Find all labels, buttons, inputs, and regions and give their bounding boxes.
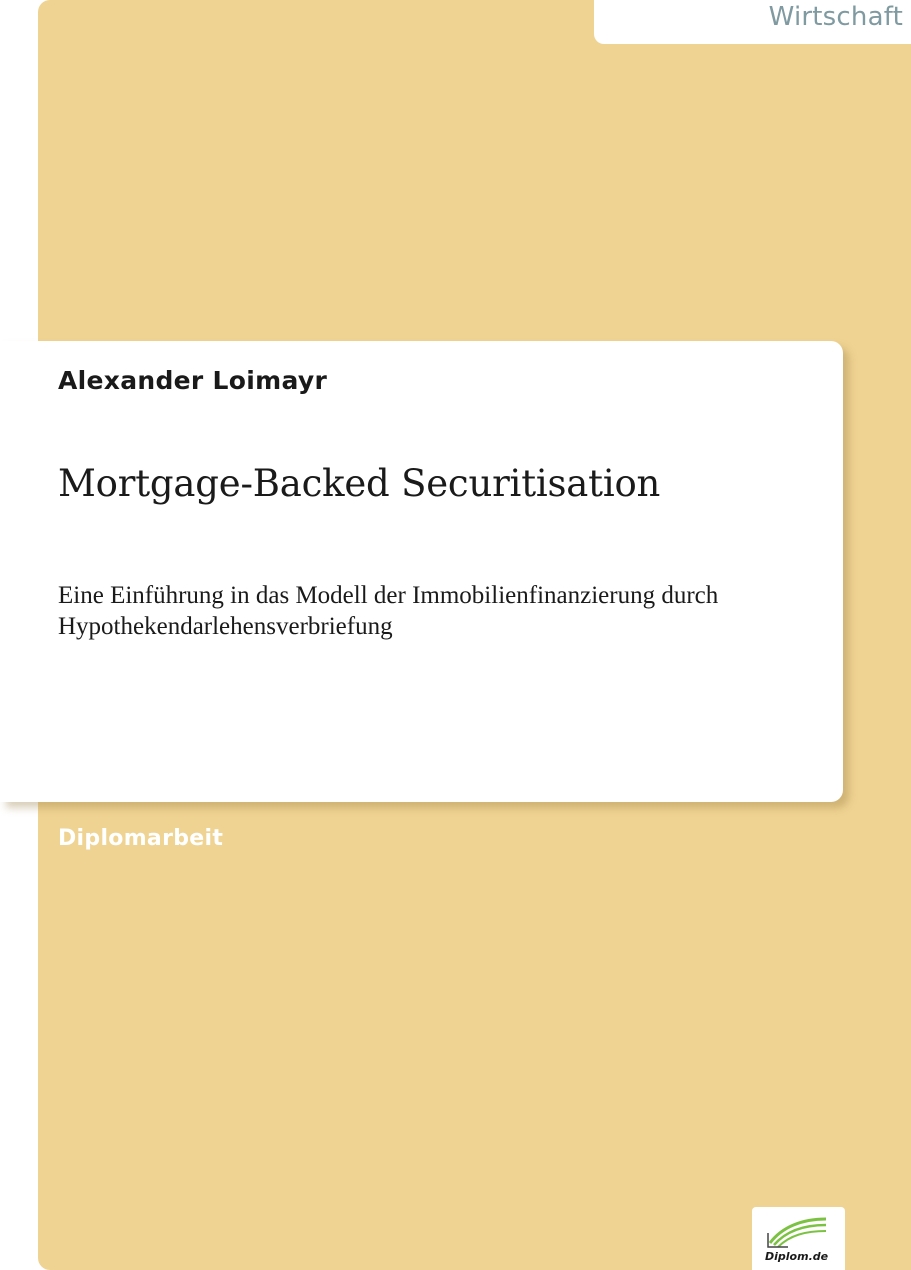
- book-subtitle: Eine Einführung in das Modell der Immobilienfinanzierung durch Hypothekendarlehensverbriefung: [58, 582, 719, 640]
- publisher-logo-text: Diplom.de: [765, 1250, 829, 1263]
- title-panel: [0, 341, 843, 802]
- publisher-logo-icon: [766, 1213, 830, 1249]
- publisher-logo: [752, 1207, 845, 1270]
- document-type-label: Diplomarbeit: [58, 826, 224, 851]
- book-title: Mortgage-Backed Securitisation: [58, 462, 661, 505]
- category-label: Wirtschaft: [768, 2, 903, 32]
- author-name: Alexander Loimayr: [58, 366, 328, 395]
